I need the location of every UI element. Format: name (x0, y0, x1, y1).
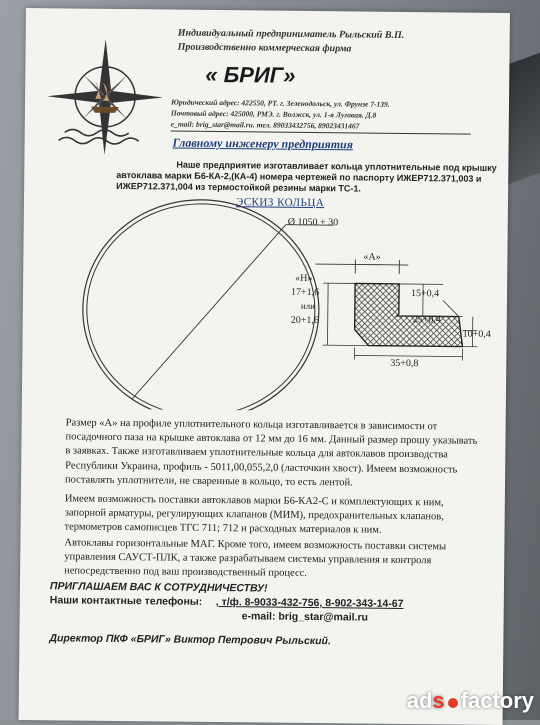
paragraph-1-line: поставлять уплотнители, не сваренные в кольцо, то есть лентой. (65, 473, 495, 492)
paragraph-2-line: Имеем возможность поставки автоклавов марки Б6-КА2-С и комплектующих к ним, (65, 492, 495, 511)
phones-label: Наши контактные телефоны: (50, 594, 203, 608)
paragraph-1-line: посадочного паза на крышке автоклава от 12 мм до 16 мм. Данный размер прошу указывать (65, 431, 495, 450)
dimension-15: 15+0,4 (411, 288, 439, 299)
header-owner: Индивидуальный предприниматель Рыльский В.П. (178, 28, 405, 41)
brand-name: « БРИГ» (205, 62, 295, 89)
height-option-2: 20+1,6 (291, 315, 319, 326)
intro-line-2: автоклава марки Б6-КА-2,(КА-4) номера чертежей по паспорту ИЖЕР712.371,003 и (116, 170, 481, 184)
intro-line-3: ИЖЕР712.371,004 из термостойкой резины марки ТС-1. (116, 181, 361, 194)
paragraph-3 (64, 536, 494, 583)
sketch-title: ЭСКИЗ КОЛЬЦА (236, 196, 324, 209)
paragraph-3-line: Автоклавы горизонтальные МАГ. Кроме того, имеем возможность поставки системы (64, 536, 494, 555)
header-firm-type: Производственно коммерческая фирма (178, 42, 352, 55)
legal-address: Юридический адрес: 422550, РТ. г. Зеленодольск, ул. Фрунзе 7-139. (171, 98, 390, 109)
phone-numbers[interactable]: , т/ф. 8-9033-432-756, 8-902-343-14-67 (216, 596, 404, 610)
watermark-part-1: ad (407, 688, 433, 713)
paragraph-3-line: непосредственно под ваш производственный процесс. (64, 565, 494, 584)
height-or: или (301, 301, 315, 311)
paragraph-1-line: в заявках. Также изготавливаем уплотнительные кольца для автоклавов производства (65, 445, 495, 464)
document-page (19, 8, 510, 725)
paragraph-3-line: управления САУСТ-ПЛК, а также разрабатываем системы управления и контроля (64, 551, 494, 570)
diameter-label: Ø 1050 + 30 (288, 217, 338, 229)
director-signature: Директор ПКФ «БРИГ» Виктор Петрович Рыльский. (49, 632, 331, 647)
dimension-a-label: «А» (363, 252, 380, 263)
postal-address: Почтовый адрес: 425000, РМЭ. г. Волжск, ул. 1-я Луговая. Д.8 (171, 109, 377, 120)
paragraph-1-line: Размер «А» на профиле уплотнительного кольца изготавливается в зависимости от (66, 416, 496, 435)
ring-sketch (22, 8, 510, 413)
dimension-35: 35+0,8 (390, 358, 418, 369)
invitation: ПРИГЛАШАЕМ ВАС К СОТРУДНИЧЕСТВУ! (50, 580, 268, 594)
adsfactory-watermark (407, 688, 534, 714)
addressee: Главному инженеру предприятия (173, 136, 353, 153)
dimension-10: 10+0,4 (463, 329, 491, 340)
watermark-part-2: s (432, 688, 444, 713)
height-option-1: 17+1,6 (291, 287, 319, 298)
paragraph-2-line: запорной арматуры, регулирующих клапанов (МИМ), предохранительных клапанов, (65, 507, 495, 526)
intro-line-1: Наше предприятие изготавливает кольца уплотнительные под крышку (176, 160, 496, 173)
paragraph-2 (64, 492, 494, 539)
header-contacts: e_mail: brig_star@mail.ru. тел. 89033432756, 89023431467 (171, 120, 360, 131)
watermark-dot-icon (448, 698, 458, 708)
email-link[interactable]: e-mail: brig_star@mail.ru (242, 610, 368, 623)
watermark-part-3: factory (461, 688, 534, 713)
paragraph-1 (65, 416, 496, 492)
dimension-25: 25+0,4 (413, 314, 441, 325)
paragraph-1-line: Республики Украина, профиль - 5011,00,055,2,0 (ласточкин хвост). Имеем возможность (65, 459, 495, 478)
paragraph-2-line: термометров самописцев ТГС 711; 712 и расходных материалов к ним. (64, 521, 494, 540)
dimension-h-label: «Н» (295, 273, 312, 284)
